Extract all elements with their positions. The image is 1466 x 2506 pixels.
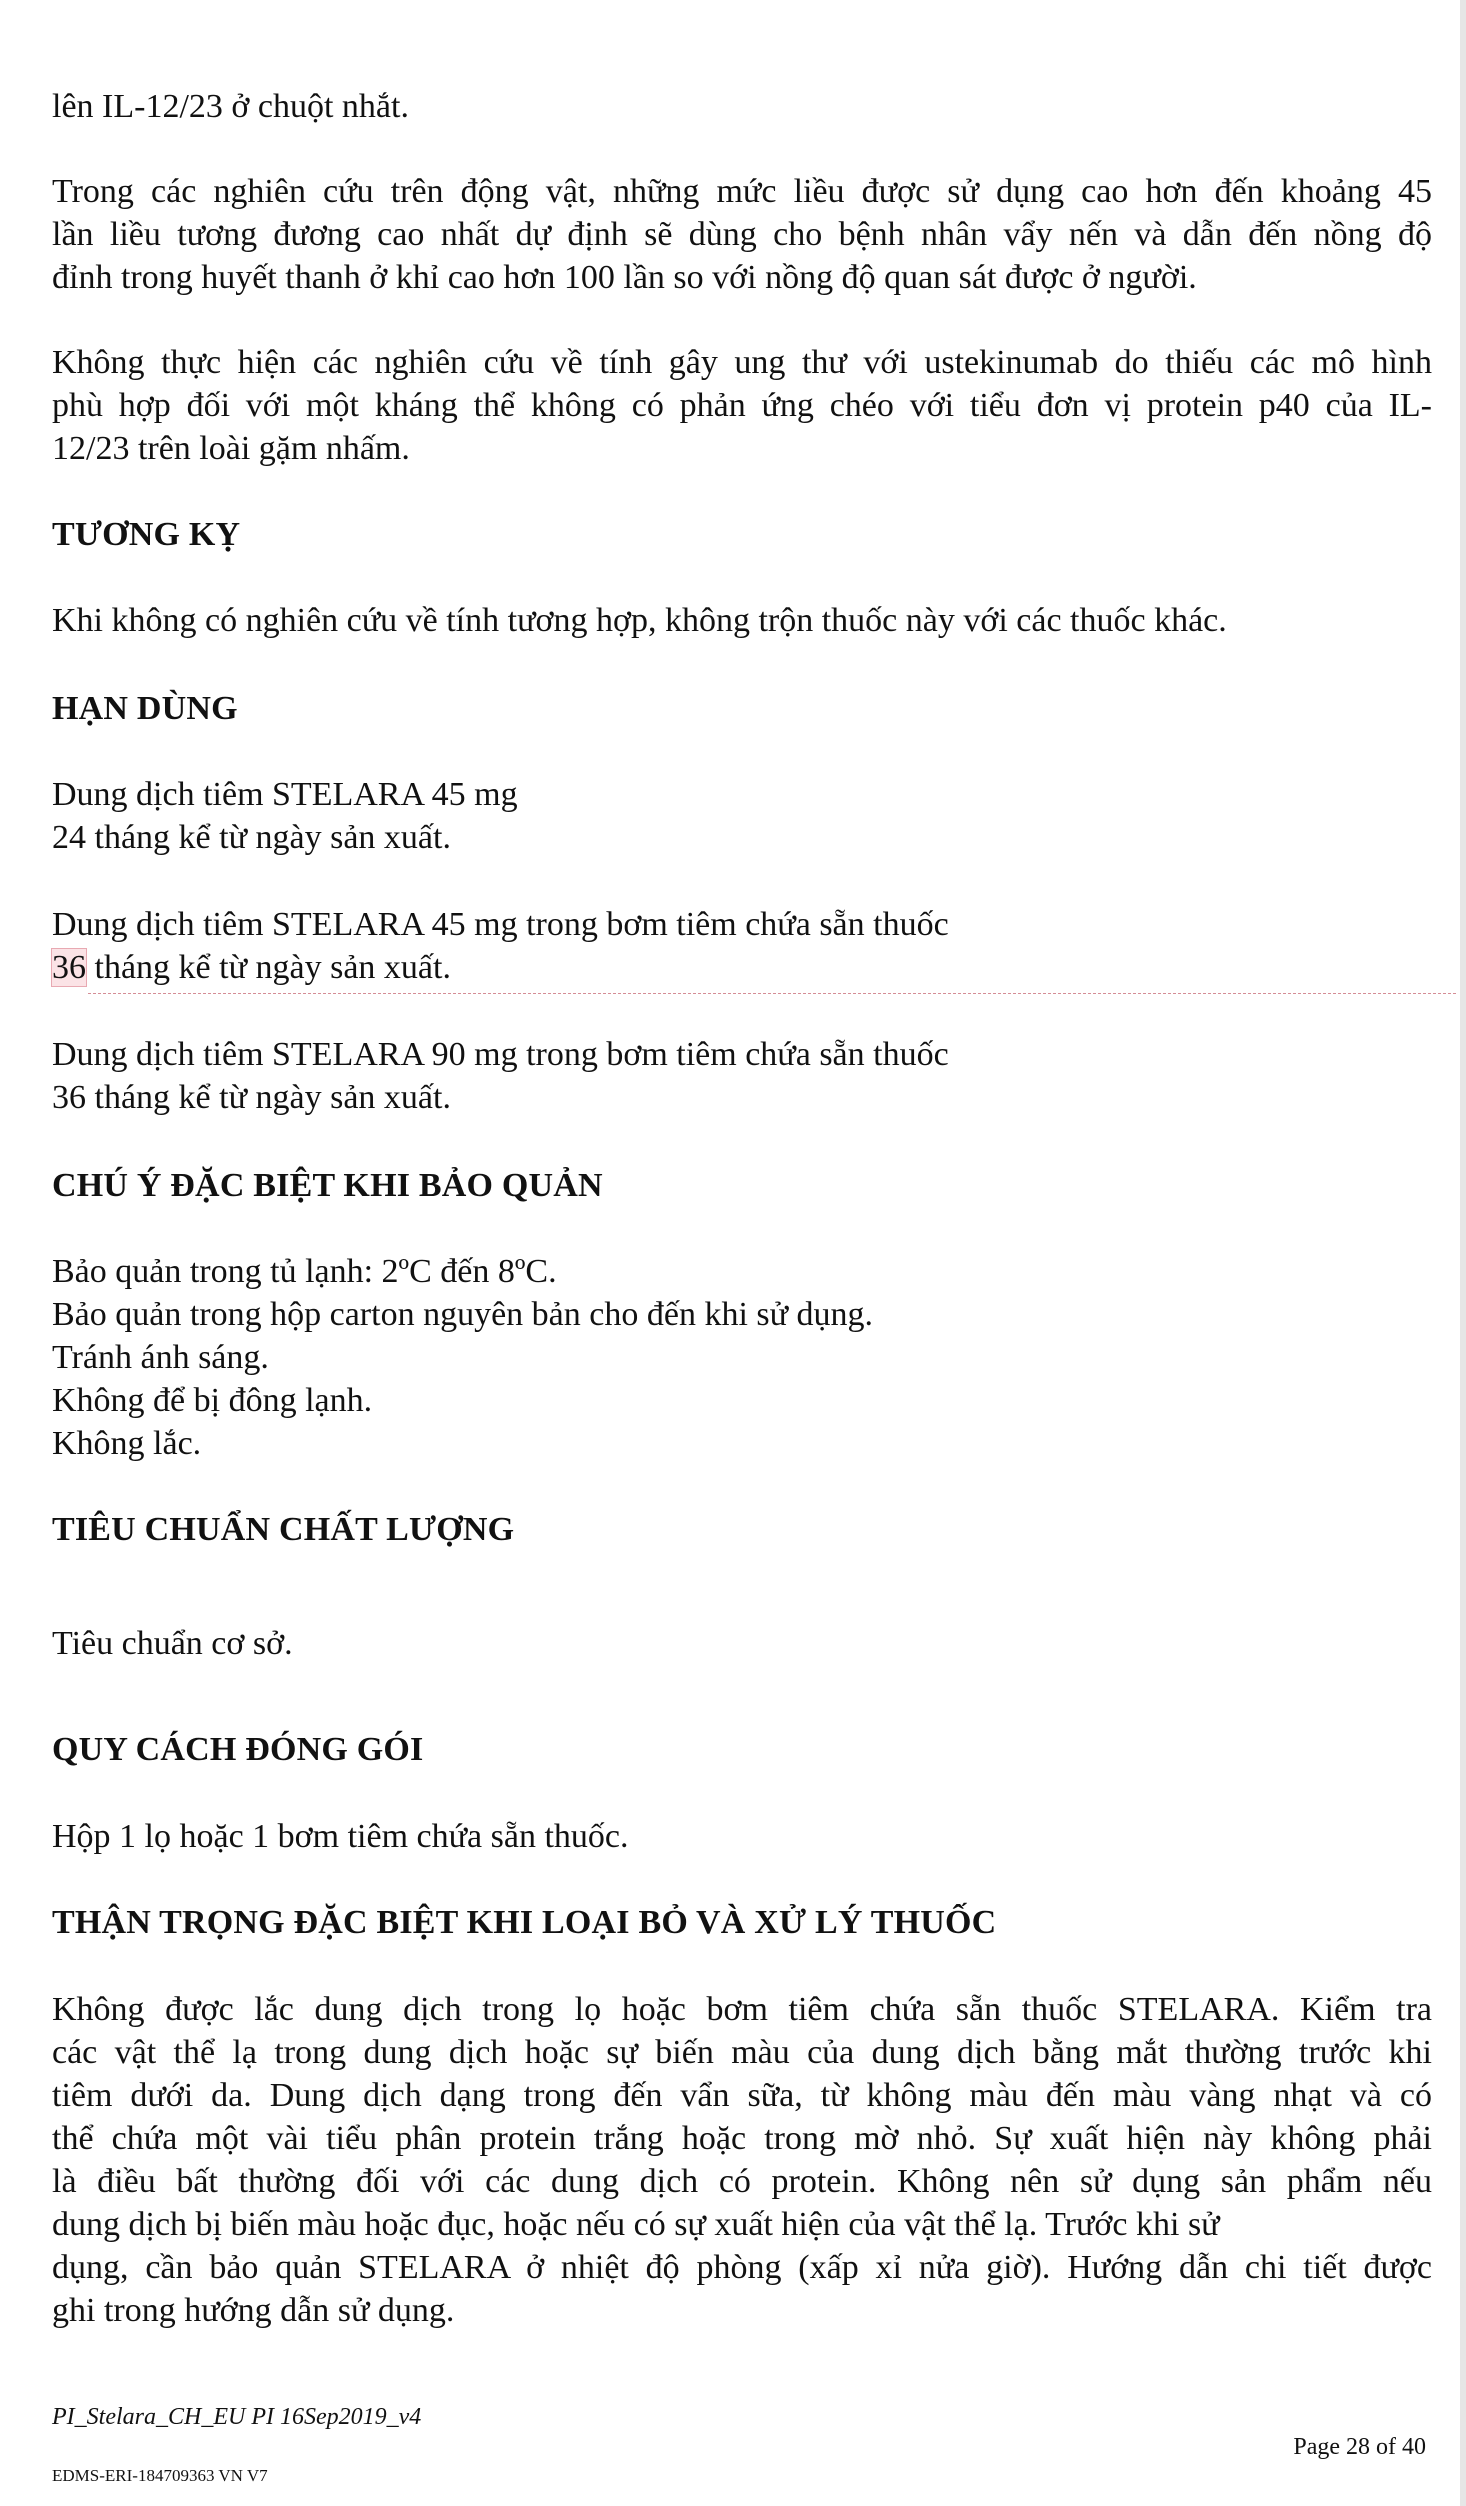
heading-bao-quan: CHÚ Ý ĐẶC BIỆT KHI BẢO QUẢN: [52, 1167, 603, 1204]
heading-han-dung: HẠN DÙNG: [52, 690, 238, 727]
footer-document-id: PI_Stelara_CH_EU PI 16Sep2019_v4: [52, 2404, 422, 2430]
paragraph-handling: [52, 1988, 1432, 2332]
revision-connector-line: [88, 993, 1456, 994]
storage-line: Không để bị đông lạnh.: [52, 1382, 373, 1419]
text-line: đỉnh trong huyết thanh ở khỉ cao hơn 100 lần so với nồng độ quan sát được ở người.: [52, 259, 1197, 296]
shelf-life-title: Dung dịch tiêm STELARA 45 mg: [52, 776, 518, 813]
text-tuong-ky: Khi không có nghiên cứu về tính tương hợp, không trộn thuốc này với các thuốc khác.: [52, 602, 1227, 639]
text-line: lần liều tương đương cao nhất dự định sẽ dùng cho bệnh nhân vẩy nến và dẫn đến nồng độ: [52, 216, 1432, 253]
text-line: tiêm dưới da. Dung dịch dạng trong đến vẩn sữa, từ không màu đến màu vàng nhạt và có: [52, 2077, 1432, 2114]
storage-line: Bảo quản trong tủ lạnh: 2ºC đến 8ºC.: [52, 1253, 557, 1290]
storage-line: Không lắc.: [52, 1425, 202, 1462]
heading-quy-cach: QUY CÁCH ĐÓNG GÓI: [52, 1731, 424, 1768]
shelf-life-value: 36 tháng kể từ ngày sản xuất.: [52, 949, 451, 986]
paragraph-animal-studies: [52, 170, 1432, 299]
text-tieu-chuan: Tiêu chuẩn cơ sở.: [52, 1625, 293, 1662]
text-line: Không thực hiện các nghiên cứu về tính gây ung thư với ustekinumab do thiếu các mô hình: [52, 344, 1432, 381]
text-line: 12/23 trên loài gặm nhấm.: [52, 430, 410, 467]
footer-edms-code: EDMS-ERI-184709363 VN V7: [52, 2466, 268, 2485]
text-line: thể chứa một vài tiểu phân protein trắng hoặc trong mờ nhỏ. Sự xuất hiện này không phải: [52, 2120, 1432, 2157]
paragraph-carcinogenicity: [52, 341, 1432, 470]
text-line: dụng, cần bảo quản STELARA ở nhiệt độ phòng (xấp xỉ nửa giờ). Hướng dẫn chi tiết được: [52, 2249, 1432, 2286]
shelf-life-title: Dung dịch tiêm STELARA 45 mg trong bơm tiêm chứa sẵn thuốc: [52, 906, 949, 943]
shelf-life-item: [52, 903, 1432, 989]
footer-page-number: Page 28 of 40: [1293, 2434, 1426, 2460]
heading-tieu-chuan: TIÊU CHUẨN CHẤT LƯỢNG: [52, 1511, 515, 1548]
shelf-life-item: [52, 773, 1432, 859]
text-line: dung dịch bị biến màu hoặc đục, hoặc nếu có sự xuất hiện của vật thể lạ. Trước khi sử: [52, 2206, 1220, 2243]
text-line: phù hợp đối với một kháng thể không có phản ứng chéo với tiểu đơn vị protein p40 của IL-: [52, 387, 1432, 424]
storage-line: Bảo quản trong hộp carton nguyên bản cho đến khi sử dụng.: [52, 1296, 874, 1333]
storage-line: Tránh ánh sáng.: [52, 1339, 269, 1376]
text-line: Trong các nghiên cứu trên động vật, những mức liều được sử dụng cao hơn đến khoảng 45: [52, 173, 1432, 210]
paragraph-continuation: lên IL-12/23 ở chuột nhắt.: [52, 88, 409, 125]
text-line: là điều bất thường đối với các dung dịch có protein. Không nên sử dụng sản phẩm nếu: [52, 2163, 1432, 2200]
tracked-change-highlight: 36: [52, 949, 86, 986]
shelf-life-title: Dung dịch tiêm STELARA 90 mg trong bơm tiêm chứa sẵn thuốc: [52, 1036, 949, 1073]
page-edge-shadow: [1460, 0, 1466, 2506]
storage-list: [52, 1250, 1432, 1465]
shelf-life-item: [52, 1033, 1432, 1119]
heading-than-trong: THẬN TRỌNG ĐẶC BIỆT KHI LOẠI BỎ VÀ XỬ LÝ THUỐC: [52, 1904, 997, 1941]
shelf-life-value: 36 tháng kể từ ngày sản xuất.: [52, 1079, 451, 1116]
shelf-life-value: 24 tháng kể từ ngày sản xuất.: [52, 819, 451, 856]
text-quy-cach: Hộp 1 lọ hoặc 1 bơm tiêm chứa sẵn thuốc.: [52, 1818, 629, 1855]
text-line: các vật thể lạ trong dung dịch hoặc sự biến màu của dung dịch bằng mắt thường trước khi: [52, 2034, 1432, 2071]
heading-tuong-ky: TƯƠNG KỴ: [52, 516, 241, 553]
text-line: ghi trong hướng dẫn sử dụng.: [52, 2292, 455, 2329]
text-line: Không được lắc dung dịch trong lọ hoặc bơm tiêm chứa sẵn thuốc STELARA. Kiểm tra: [52, 1991, 1432, 2028]
